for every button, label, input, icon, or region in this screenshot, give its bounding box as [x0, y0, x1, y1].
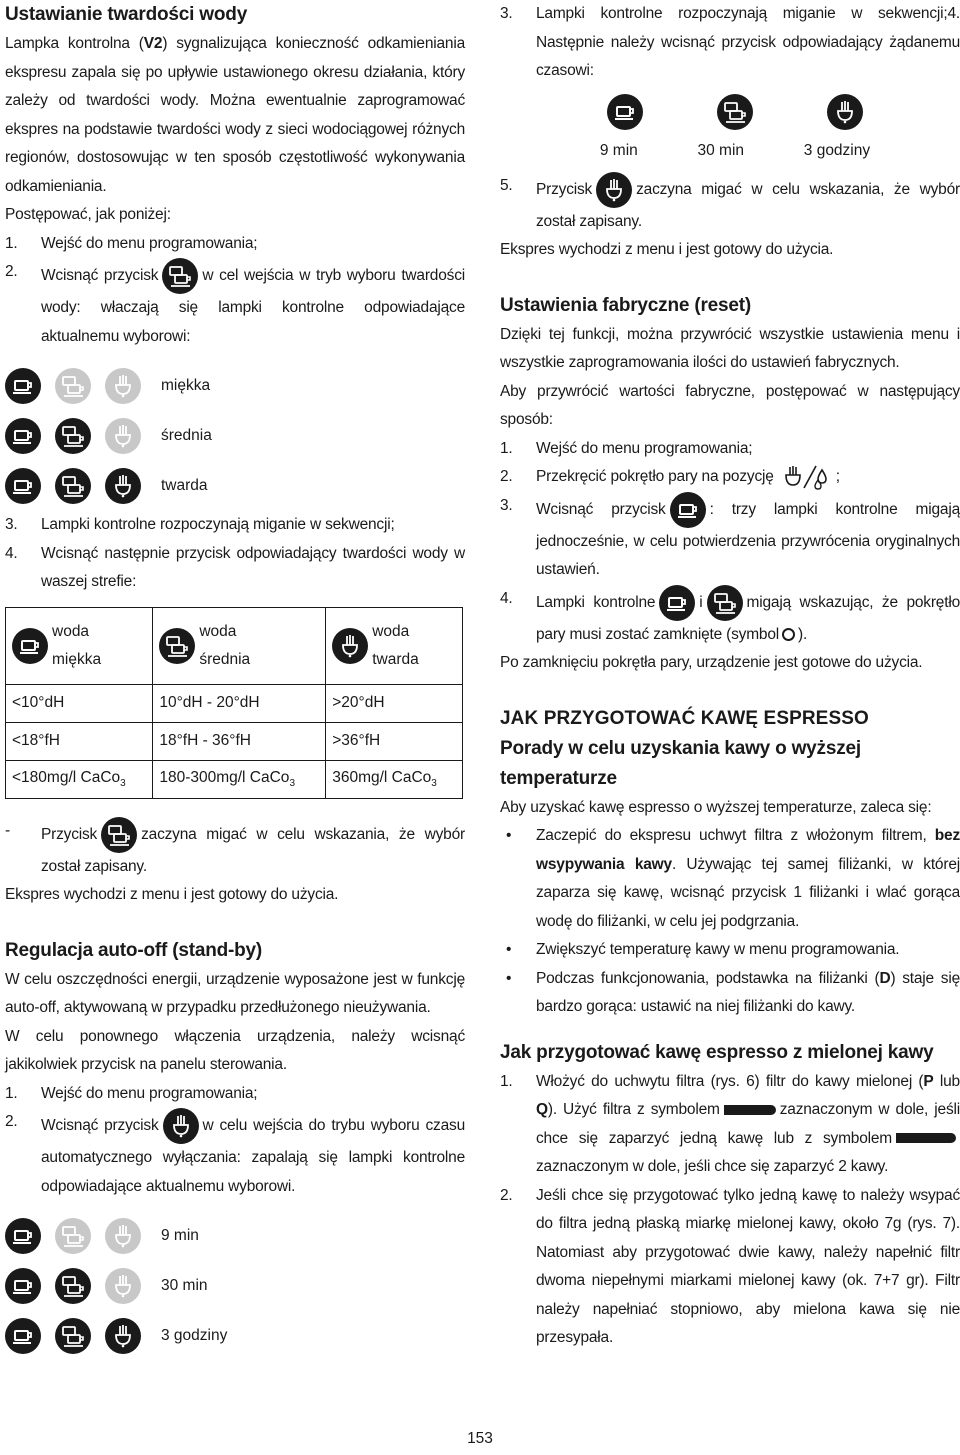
table-cell: 10°dH - 20°dH: [153, 684, 326, 722]
section-title-hot-coffee-tips: Porady w celu uzyskania kawy o wyższej temperaturze: [500, 737, 861, 789]
step-text: [536, 1068, 960, 1182]
step-text: [41, 1108, 465, 1201]
text: : trzy lampki kontrolne migają jednocześnie, w celu potwierdzenia przywrócenia oryginalnych ustawień.: [536, 500, 960, 578]
bold-text: D: [879, 969, 891, 987]
level-label: twarda: [161, 477, 208, 494]
steam-icon: [105, 1318, 141, 1354]
bullet: •: [506, 969, 512, 987]
hardness-table: [5, 607, 463, 799]
chapter-title-espresso: JAK PRZYGOTOWAĆ KAWĘ ESPRESSO: [500, 707, 869, 729]
steam-icon: [105, 418, 141, 454]
text: lub: [933, 1072, 960, 1090]
step-text: Wejść do menu programowania;: [536, 439, 753, 457]
one-cup-icon: [5, 468, 41, 504]
text: ) sygnalizująca konieczność odkamieniania ekspresu zapala się po upływie ustawionego okresu działania, który zależy od twardości wody. Można ewentualnie zaprogramować ekspres na podstawie twardości wody z sieci wodociągowej różnych regionów, dostosowując w ten sposób częstotliwość wykonywania odkamieniania.: [5, 35, 465, 195]
table-cell: >36°fH: [326, 722, 463, 760]
auto-off-indicator-9min: [5, 1211, 465, 1261]
text: Podczas funkcjonowania, podstawka na filiżanki (: [536, 969, 880, 987]
dash-text: [41, 817, 465, 882]
one-cup-icon: [659, 585, 695, 621]
two-cups-icon: [101, 817, 137, 853]
step-number: 4.: [5, 544, 18, 562]
one-cup-icon: [670, 492, 706, 528]
text: Lampki kontrolne: [536, 593, 656, 611]
text: ). Użyć filtra z symbolem: [547, 1101, 720, 1118]
step-number: 1.: [5, 234, 18, 252]
two-cups-icon: [162, 258, 198, 294]
subscript: 3: [431, 778, 437, 790]
steam-icon: [596, 172, 632, 208]
step-number: 3.: [500, 5, 513, 22]
steam-icon: [105, 468, 141, 504]
subscript: 3: [289, 778, 295, 790]
tip-text: Zwiększyć temperaturę kawy w menu programowania.: [536, 941, 900, 958]
hardness-indicator-medium: [5, 411, 465, 461]
time-label: 30 min: [697, 141, 745, 159]
dash-item: [5, 817, 465, 882]
bullet: •: [506, 827, 512, 844]
text: ).: [798, 625, 808, 643]
steam-icon: [332, 628, 368, 664]
step-text: [41, 258, 465, 351]
time-label: 9 min: [599, 141, 638, 159]
section-title-water-hardness: Ustawianie twardości wody: [5, 4, 248, 25]
two-cups-icon: [707, 585, 743, 621]
paragraph-exit: Ekspres wychodzi z menu i jest gotowy do użycia.: [500, 241, 834, 258]
time-button-row: [570, 86, 900, 138]
step-number: 2.: [5, 1113, 18, 1130]
hardness-indicator-hard: [5, 461, 465, 511]
auto-off-indicator-3h: [5, 1311, 465, 1361]
subscript: 3: [120, 778, 126, 790]
text: Wcisnąć przycisk: [536, 500, 666, 518]
time-label: 3 godziny: [161, 1327, 228, 1344]
two-cups-icon: [55, 1218, 91, 1254]
table-cell: [326, 760, 463, 798]
reset-step-1: [500, 435, 960, 464]
bold-text: bez wsypywania kawy: [536, 827, 960, 873]
text: . Używając tej samej filiżanki, w której zaparza się kawę, wcisnąć przycisk 1 filiżanki i wlać gorąca wodę do filiżanki, w celu jej podgrzania.: [536, 855, 960, 930]
steam-icon: [105, 1218, 141, 1254]
hardness-indicator-soft: [5, 361, 465, 411]
cell-text: <180mg/l CaCo: [12, 768, 121, 786]
step-number: 2.: [500, 468, 513, 485]
table-header-row: [6, 607, 463, 684]
steam-hotwater-position-icon: [782, 464, 832, 490]
bold-text: P: [923, 1072, 934, 1090]
text: Włożyć do uchwytu filtra (rys. 6) filtr do kawy mielonej (: [536, 1072, 924, 1090]
paragraph-reset-done: Po zamknięciu pokrętła pary, urządzenie jest gotowe do użycia.: [500, 654, 923, 671]
paragraph-auto-off: W celu oszczędności energii, urządzenie wyposażone jest w funkcję auto-off, aktywowaną w przypadku przedłużonego nieużywania.: [5, 970, 465, 1016]
paragraph-procedure: Postępować, jak poniżej:: [5, 206, 171, 223]
step-text: [536, 172, 960, 237]
double-filter-symbol-icon: [896, 1133, 956, 1143]
text: migają wskazując, że pokrętło pary musi zostać zamknięte (symbol: [536, 593, 960, 643]
single-filter-symbol-icon: [724, 1105, 776, 1115]
tip-item: [500, 822, 960, 936]
step-number: 3.: [5, 516, 18, 533]
tip-text: [536, 965, 960, 1022]
step-text: Lampki kontrolne rozpoczynają miganie w sekwencji;: [41, 516, 395, 533]
two-cups-icon: [717, 94, 753, 130]
tip-text: [536, 822, 960, 936]
step-text: [536, 463, 960, 492]
step-text: Jeśli chce się przygotować tylko jedną kawę to należy wsypać do filtra jedną płaską miarkę mielonej kawy, około 7g (rys. 7). Natomiast aby przygotować dwie kawy, należy napełnić filtr dwoma niepełnymi miarkami mielonej kawy (ok. 7+7 gr). Filtr należy napełniać stopniowo, aby mielona kawa się nie przesypała.: [536, 1186, 960, 1346]
paragraph-tips-intro: Aby uzyskać kawę espresso o wyższej temperaturze, zaleca się:: [500, 798, 932, 816]
steam-icon: [105, 1268, 141, 1304]
time-step-5: [500, 172, 960, 237]
tip-item: [500, 936, 960, 965]
level-label: średnia: [161, 427, 212, 444]
one-cup-icon: [5, 368, 41, 404]
step-4: [5, 540, 465, 597]
step-text: [536, 492, 960, 585]
auto-step-1: [5, 1080, 465, 1109]
one-cup-icon: [5, 1268, 41, 1304]
text: ) staje się bardzo gorąca: ustawić na niej filiżanki do kawy.: [536, 969, 960, 1015]
step-number: 1.: [500, 1072, 513, 1090]
table-cell: <10°dH: [6, 684, 153, 722]
time-label: 30 min: [161, 1277, 208, 1294]
two-cups-icon: [55, 368, 91, 404]
cell-text: 180-300mg/l CaCo: [159, 768, 290, 786]
paragraph-hardness-intro: [5, 30, 465, 201]
step-3: [5, 511, 465, 540]
header-text: twarda: [372, 650, 419, 668]
reset-step-4: [500, 585, 960, 650]
reset-step-3: [500, 492, 960, 585]
table-cell: [6, 607, 153, 684]
bold-text: Q: [536, 1101, 548, 1118]
two-cups-icon: [159, 628, 195, 664]
level-label: miękka: [161, 377, 211, 394]
step-number: 4.: [500, 589, 513, 607]
table-cell: 18°fH - 36°fH: [153, 722, 326, 760]
text: Wcisnąć przycisk: [41, 1117, 159, 1135]
steam-icon: [163, 1108, 199, 1144]
text: w cel wejścia w tryb wyboru twardości wody: właczają się lampki kontrolne odpowiadające aktualnemu wyborowi:: [41, 267, 465, 345]
section-title-auto-off: Regulacja auto-off (stand-by): [5, 939, 263, 961]
step-number: 2.: [5, 263, 18, 280]
auto-step-2: [5, 1108, 465, 1201]
text: Przycisk: [41, 825, 98, 843]
bullet: •: [506, 941, 512, 958]
two-cups-icon: [55, 1318, 91, 1354]
step-text: Lampki kontrolne rozpoczynają miganie w sekwencji;4. Następnie należy wcisnąć przycisk odpowiadający żądanemu czasowi:: [536, 5, 960, 79]
one-cup-icon: [5, 1218, 41, 1254]
paragraph-reset-intro: Dzięki tej funkcji, można przywrócić wszystkie ustawienia menu i wszystkie zaprogramowania ilości do ustawień fabrycznych.: [500, 325, 960, 371]
text: zaczyna migać w celu wskazania, że wybór został zapisany.: [41, 825, 465, 875]
step-number: 1.: [500, 439, 513, 457]
step-number: 5.: [500, 176, 513, 194]
text: Lampka kontrolna (: [5, 35, 144, 52]
header-text: woda: [199, 622, 237, 640]
one-cup-icon: [5, 418, 41, 454]
two-cups-icon: [55, 418, 91, 454]
step-1: [5, 230, 465, 259]
step-text: Wcisnąć następnie przycisk odpowiadający twardości wody w waszej strefie:: [41, 544, 465, 590]
text: w celu wejścia do trybu wyboru czasu automatycznego wyłączania: zapalają się lampki kontrolne odpowiadające aktualnemu wyborowi.: [41, 1117, 465, 1195]
table-row: [6, 760, 463, 798]
table-cell: [326, 607, 463, 684]
ground-step-2: [500, 1182, 960, 1353]
header-text: woda: [372, 622, 410, 640]
section-title-factory-reset: Ustawienia fabryczne (reset): [500, 294, 751, 316]
time-step-3: [500, 0, 960, 86]
left-column: [5, 0, 465, 1361]
step-2: [5, 258, 465, 351]
paragraph-exit: Ekspres wychodzi z menu i jest gotowy do użycia.: [5, 886, 339, 903]
time-label: 3 godziny: [803, 141, 871, 159]
header-text: woda: [52, 622, 90, 640]
steam-icon: [827, 94, 863, 130]
steam-icon: [105, 368, 141, 404]
right-column: [500, 0, 960, 1353]
table-row: [6, 684, 463, 722]
step-number: 2.: [500, 1186, 513, 1204]
text: Przekręcić pokrętło pary na pozycję: [536, 468, 774, 485]
table-row: [6, 722, 463, 760]
step-number: 1.: [5, 1084, 18, 1102]
ground-step-1: [500, 1068, 960, 1182]
paragraph-auto-off-wake: W celu ponownego włączenia urządzenia, należy wcisnąć jakikolwiek przycisk na panelu sterowania.: [5, 1027, 465, 1073]
one-cup-icon: [5, 1318, 41, 1354]
header-text: miękka: [52, 650, 102, 668]
tip-item: [500, 965, 960, 1022]
label-v2: V2: [143, 35, 163, 52]
step-text: Wejść do menu programowania;: [41, 1084, 258, 1102]
table-cell: >20°dH: [326, 684, 463, 722]
time-label: 9 min: [161, 1227, 199, 1244]
table-cell: <18°fH: [6, 722, 153, 760]
closed-knob-symbol-icon: [782, 628, 795, 641]
dash-marker: -: [5, 821, 10, 839]
table-cell: [153, 607, 326, 684]
page-number: 153: [467, 1430, 493, 1447]
cell-text: 360mg/l CaCo: [332, 768, 432, 786]
table-cell: [6, 760, 153, 798]
text: ;: [835, 468, 840, 485]
step-number: 3.: [500, 496, 513, 514]
text: Zaczepić do ekspresu uchwyt filtra z włożonym filtrem,: [536, 827, 927, 844]
one-cup-icon: [607, 94, 643, 130]
time-label-row: [570, 138, 900, 164]
paragraph-reset-procedure: Aby przywrócić wartości fabryczne, postępować w następujący sposób:: [500, 382, 960, 428]
text: Wcisnąć przycisk: [41, 267, 159, 285]
reset-step-2: [500, 463, 960, 492]
two-cups-icon: [55, 1268, 91, 1304]
section-title-ground-coffee: Jak przygotować kawę espresso z mielonej kawy: [500, 1041, 934, 1063]
header-text: średnia: [199, 650, 251, 668]
table-cell: [153, 760, 326, 798]
text: i: [699, 593, 703, 611]
one-cup-icon: [12, 628, 48, 664]
text: zaczyna migać w celu wskazania, że wybór został zapisany.: [536, 180, 960, 230]
text: zaznaczonym w dole, jeśli chce się zaparzyć 2 kawy.: [536, 1158, 889, 1175]
step-text: Wejść do menu programowania;: [41, 234, 258, 252]
text: Przycisk: [536, 180, 593, 198]
text: zaznaczonym w dole, jeśli chce się zaparzyć jedną kawę lub z symbolem: [536, 1101, 960, 1147]
auto-off-indicator-30min: [5, 1261, 465, 1311]
step-text: [536, 585, 960, 650]
two-cups-icon: [55, 468, 91, 504]
